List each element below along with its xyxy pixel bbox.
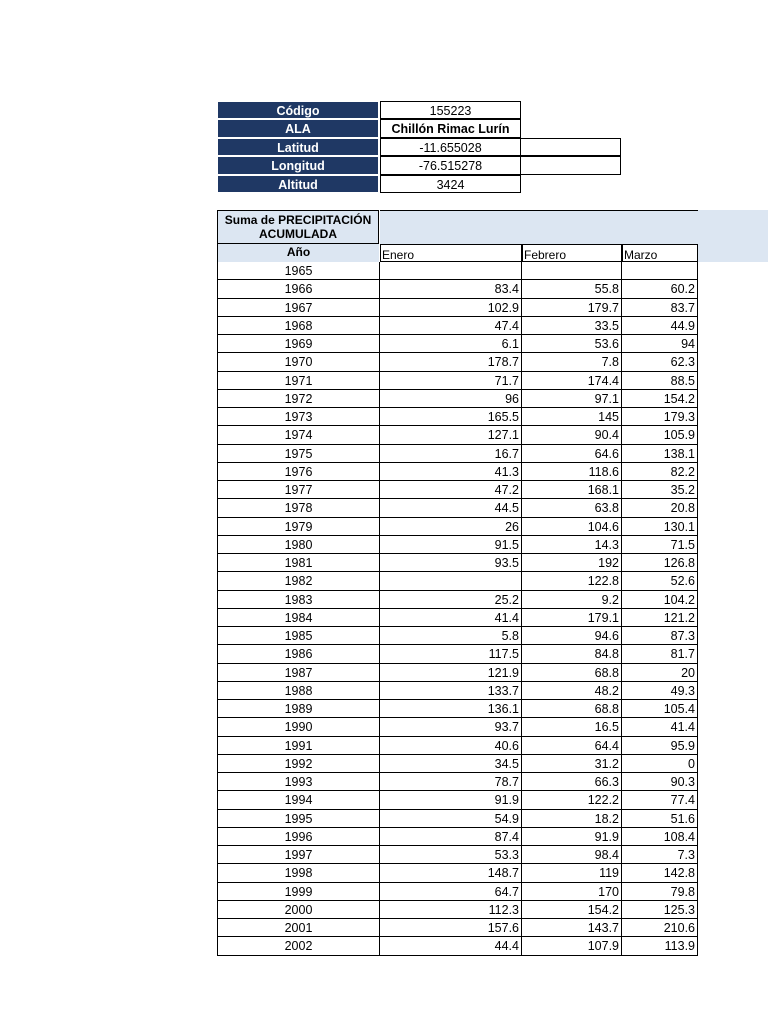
year-cell: 1965 bbox=[217, 262, 380, 280]
enero-cell: 44.5 bbox=[380, 499, 522, 517]
enero-cell: 91.9 bbox=[380, 791, 522, 809]
marzo-cell: 125.3 bbox=[622, 901, 698, 919]
year-cell: 1997 bbox=[217, 846, 380, 864]
febrero-cell: 18.2 bbox=[522, 810, 622, 828]
febrero-cell: 16.5 bbox=[522, 718, 622, 736]
febrero-cell: 97.1 bbox=[522, 390, 622, 408]
enero-cell: 83.4 bbox=[380, 280, 522, 298]
year-cell: 1981 bbox=[217, 554, 380, 572]
enero-cell: 54.9 bbox=[380, 810, 522, 828]
marzo-cell: 88.5 bbox=[622, 372, 698, 390]
febrero-cell: 14.3 bbox=[522, 536, 622, 554]
info-empty-cell bbox=[521, 156, 621, 174]
marzo-cell: 77.4 bbox=[622, 791, 698, 809]
marzo-cell: 113.9 bbox=[622, 937, 698, 955]
year-cell: 2002 bbox=[217, 937, 380, 955]
enero-cell bbox=[380, 262, 522, 280]
year-cell: 1969 bbox=[217, 335, 380, 353]
year-cell: 1986 bbox=[217, 645, 380, 663]
year-cell: 1984 bbox=[217, 609, 380, 627]
enero-cell: 136.1 bbox=[380, 700, 522, 718]
enero-cell: 121.9 bbox=[380, 664, 522, 682]
enero-cell: 117.5 bbox=[380, 645, 522, 663]
febrero-cell: 179.7 bbox=[522, 299, 622, 317]
year-cell: 1978 bbox=[217, 499, 380, 517]
febrero-cell: 7.8 bbox=[522, 353, 622, 371]
marzo-cell: 90.3 bbox=[622, 773, 698, 791]
febrero-cell: 154.2 bbox=[522, 901, 622, 919]
marzo-cell: 35.2 bbox=[622, 481, 698, 499]
info-label: Altitud bbox=[217, 175, 379, 193]
enero-cell: 127.1 bbox=[380, 426, 522, 444]
month-header-marzo: Marzo bbox=[622, 244, 698, 262]
marzo-cell bbox=[622, 262, 698, 280]
year-cell: 1987 bbox=[217, 664, 380, 682]
marzo-cell: 82.2 bbox=[622, 463, 698, 481]
pivot-header-border bbox=[380, 210, 698, 211]
febrero-cell: 63.8 bbox=[522, 499, 622, 517]
year-cell: 1967 bbox=[217, 299, 380, 317]
info-value: 155223 bbox=[380, 101, 521, 119]
year-cell: 1996 bbox=[217, 828, 380, 846]
enero-cell bbox=[380, 572, 522, 590]
year-cell: 1973 bbox=[217, 408, 380, 426]
marzo-cell: 51.6 bbox=[622, 810, 698, 828]
enero-cell: 26 bbox=[380, 518, 522, 536]
year-cell: 1980 bbox=[217, 536, 380, 554]
year-cell: 1995 bbox=[217, 810, 380, 828]
enero-cell: 165.5 bbox=[380, 408, 522, 426]
marzo-cell: 130.1 bbox=[622, 518, 698, 536]
febrero-cell: 90.4 bbox=[522, 426, 622, 444]
enero-cell: 78.7 bbox=[380, 773, 522, 791]
enero-cell: 44.4 bbox=[380, 937, 522, 955]
enero-cell: 16.7 bbox=[380, 445, 522, 463]
info-empty-cell bbox=[521, 138, 621, 156]
year-cell: 1991 bbox=[217, 737, 380, 755]
info-value: -11.655028 bbox=[380, 138, 521, 156]
enero-cell: 34.5 bbox=[380, 755, 522, 773]
year-cell: 1982 bbox=[217, 572, 380, 590]
enero-cell: 41.3 bbox=[380, 463, 522, 481]
marzo-cell: 49.3 bbox=[622, 682, 698, 700]
marzo-cell: 108.4 bbox=[622, 828, 698, 846]
febrero-cell: 192 bbox=[522, 554, 622, 572]
febrero-cell: 94.6 bbox=[522, 627, 622, 645]
febrero-cell: 170 bbox=[522, 883, 622, 901]
enero-cell: 96 bbox=[380, 390, 522, 408]
enero-cell: 47.4 bbox=[380, 317, 522, 335]
marzo-cell: 20 bbox=[622, 664, 698, 682]
enero-cell: 25.2 bbox=[380, 591, 522, 609]
enero-cell: 64.7 bbox=[380, 883, 522, 901]
febrero-cell: 122.8 bbox=[522, 572, 622, 590]
year-cell: 1999 bbox=[217, 883, 380, 901]
marzo-cell: 154.2 bbox=[622, 390, 698, 408]
enero-cell: 71.7 bbox=[380, 372, 522, 390]
marzo-cell: 83.7 bbox=[622, 299, 698, 317]
febrero-cell: 31.2 bbox=[522, 755, 622, 773]
year-cell: 1983 bbox=[217, 591, 380, 609]
enero-cell: 5.8 bbox=[380, 627, 522, 645]
febrero-cell: 168.1 bbox=[522, 481, 622, 499]
year-cell: 1993 bbox=[217, 773, 380, 791]
enero-cell: 6.1 bbox=[380, 335, 522, 353]
febrero-cell: 91.9 bbox=[522, 828, 622, 846]
year-cell: 1988 bbox=[217, 682, 380, 700]
info-label: Longitud bbox=[217, 156, 379, 174]
marzo-cell: 52.6 bbox=[622, 572, 698, 590]
enero-cell: 41.4 bbox=[380, 609, 522, 627]
marzo-cell: 95.9 bbox=[622, 737, 698, 755]
info-value: Chillón Rimac Lurín bbox=[380, 119, 521, 137]
enero-cell: 53.3 bbox=[380, 846, 522, 864]
marzo-cell: 104.2 bbox=[622, 591, 698, 609]
year-cell: 1971 bbox=[217, 372, 380, 390]
enero-cell: 93.5 bbox=[380, 554, 522, 572]
marzo-cell: 126.8 bbox=[622, 554, 698, 572]
enero-cell: 91.5 bbox=[380, 536, 522, 554]
febrero-cell: 104.6 bbox=[522, 518, 622, 536]
year-cell: 1977 bbox=[217, 481, 380, 499]
febrero-cell: 64.6 bbox=[522, 445, 622, 463]
year-cell: 1966 bbox=[217, 280, 380, 298]
enero-cell: 93.7 bbox=[380, 718, 522, 736]
febrero-cell: 33.5 bbox=[522, 317, 622, 335]
month-header-enero: Enero bbox=[380, 244, 522, 262]
febrero-cell: 68.8 bbox=[522, 700, 622, 718]
marzo-cell: 7.3 bbox=[622, 846, 698, 864]
marzo-cell: 60.2 bbox=[622, 280, 698, 298]
year-cell: 1970 bbox=[217, 353, 380, 371]
year-cell: 1985 bbox=[217, 627, 380, 645]
marzo-cell: 142.8 bbox=[622, 864, 698, 882]
febrero-cell: 145 bbox=[522, 408, 622, 426]
marzo-cell: 20.8 bbox=[622, 499, 698, 517]
enero-cell: 112.3 bbox=[380, 901, 522, 919]
febrero-cell: 84.8 bbox=[522, 645, 622, 663]
febrero-cell: 98.4 bbox=[522, 846, 622, 864]
marzo-cell: 105.9 bbox=[622, 426, 698, 444]
enero-cell: 148.7 bbox=[380, 864, 522, 882]
marzo-cell: 87.3 bbox=[622, 627, 698, 645]
febrero-cell: 118.6 bbox=[522, 463, 622, 481]
marzo-cell: 138.1 bbox=[622, 445, 698, 463]
year-cell: 1972 bbox=[217, 390, 380, 408]
febrero-cell bbox=[522, 262, 622, 280]
year-cell: 1974 bbox=[217, 426, 380, 444]
info-label: Latitud bbox=[217, 138, 379, 156]
marzo-cell: 94 bbox=[622, 335, 698, 353]
year-cell: 1990 bbox=[217, 718, 380, 736]
enero-cell: 47.2 bbox=[380, 481, 522, 499]
year-cell: 1979 bbox=[217, 518, 380, 536]
enero-cell: 87.4 bbox=[380, 828, 522, 846]
pivot-title: Suma de PRECIPITACIÓN ACUMULADA bbox=[217, 210, 379, 244]
febrero-cell: 122.2 bbox=[522, 791, 622, 809]
year-cell: 1975 bbox=[217, 445, 380, 463]
enero-cell: 178.7 bbox=[380, 353, 522, 371]
febrero-cell: 9.2 bbox=[522, 591, 622, 609]
enero-cell: 133.7 bbox=[380, 682, 522, 700]
year-cell: 1968 bbox=[217, 317, 380, 335]
year-cell: 1994 bbox=[217, 791, 380, 809]
marzo-cell: 41.4 bbox=[622, 718, 698, 736]
marzo-cell: 210.6 bbox=[622, 919, 698, 937]
febrero-cell: 68.8 bbox=[522, 664, 622, 682]
marzo-cell: 121.2 bbox=[622, 609, 698, 627]
marzo-cell: 71.5 bbox=[622, 536, 698, 554]
marzo-cell: 81.7 bbox=[622, 645, 698, 663]
febrero-cell: 66.3 bbox=[522, 773, 622, 791]
marzo-cell: 62.3 bbox=[622, 353, 698, 371]
febrero-cell: 174.4 bbox=[522, 372, 622, 390]
marzo-cell: 105.4 bbox=[622, 700, 698, 718]
febrero-cell: 143.7 bbox=[522, 919, 622, 937]
marzo-cell: 44.9 bbox=[622, 317, 698, 335]
febrero-cell: 48.2 bbox=[522, 682, 622, 700]
pivot-column-headers bbox=[217, 244, 698, 262]
febrero-cell: 64.4 bbox=[522, 737, 622, 755]
info-label: Código bbox=[217, 101, 379, 119]
febrero-cell: 55.8 bbox=[522, 280, 622, 298]
info-label: ALA bbox=[217, 119, 379, 137]
marzo-cell: 79.8 bbox=[622, 883, 698, 901]
year-cell: 1976 bbox=[217, 463, 380, 481]
enero-cell: 40.6 bbox=[380, 737, 522, 755]
enero-cell: 157.6 bbox=[380, 919, 522, 937]
month-header-febrero: Febrero bbox=[522, 244, 622, 262]
febrero-cell: 179.1 bbox=[522, 609, 622, 627]
info-value: -76.515278 bbox=[380, 156, 521, 174]
marzo-cell: 179.3 bbox=[622, 408, 698, 426]
year-cell: 1992 bbox=[217, 755, 380, 773]
febrero-cell: 53.6 bbox=[522, 335, 622, 353]
febrero-cell: 107.9 bbox=[522, 937, 622, 955]
marzo-cell: 0 bbox=[622, 755, 698, 773]
febrero-cell: 119 bbox=[522, 864, 622, 882]
enero-cell: 102.9 bbox=[380, 299, 522, 317]
year-cell: 1989 bbox=[217, 700, 380, 718]
year-cell: 1998 bbox=[217, 864, 380, 882]
year-header: Año bbox=[217, 244, 379, 262]
info-value: 3424 bbox=[380, 175, 521, 193]
year-cell: 2001 bbox=[217, 919, 380, 937]
year-cell: 2000 bbox=[217, 901, 380, 919]
